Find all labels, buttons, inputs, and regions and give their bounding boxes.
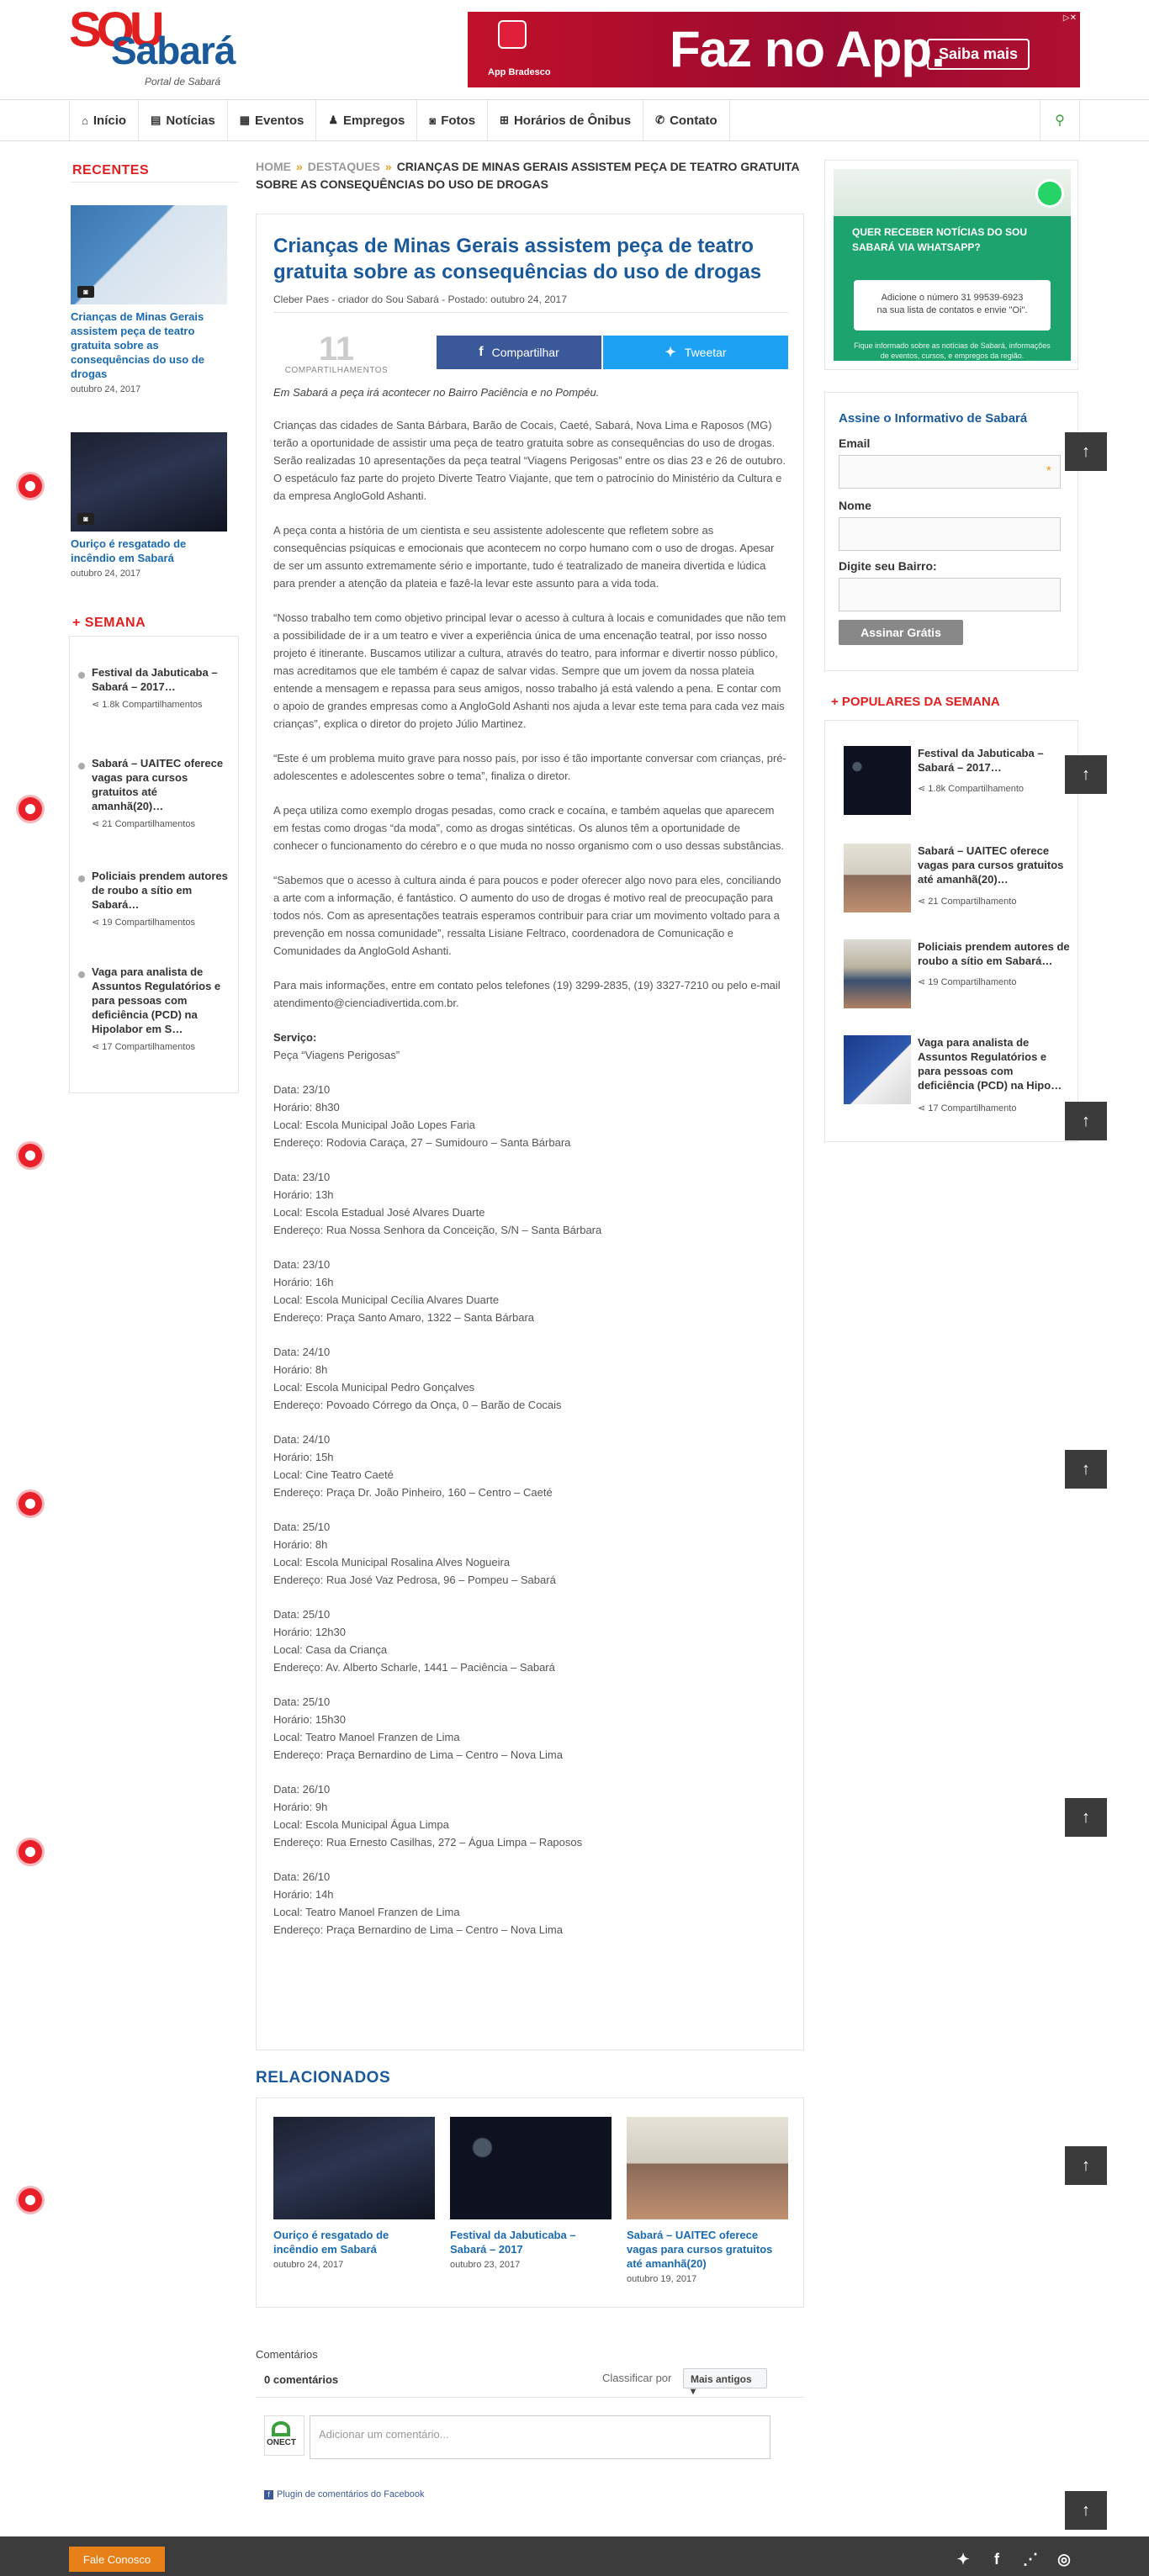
comments-count: 0 comentários — [264, 2373, 339, 2386]
facebook-icon[interactable]: f — [994, 2550, 999, 2568]
scroll-top-button[interactable]: ↑ — [1065, 2146, 1107, 2185]
share-count: ⋖ 17 Compartilhamento — [918, 1103, 1017, 1113]
bullet-icon — [78, 672, 85, 679]
facebook-share-button[interactable]: f Compartilhar — [437, 336, 601, 369]
camera-icon: ◙ — [429, 114, 437, 127]
article-title: Crianças de Minas Gerais assistem peça de teatro gratuita sobre as consequências do uso de drogas — [273, 235, 762, 283]
schedule-entry: Data: 26/10 Horário: 14h Local: Teatro Manoel Franzen de Lima Endereço: Praça Bernardino de Lima – Centro – Nova Lima — [273, 1870, 563, 1936]
email-field[interactable] — [839, 455, 1061, 489]
article-lede: Em Sabará a peça irá acontecer no Bairro Paciência e no Pompéu. — [273, 386, 600, 399]
share-icon: ⋖ — [918, 1103, 929, 1113]
alarm-icon[interactable] — [19, 1840, 42, 1864]
scroll-top-button[interactable]: ↑ — [1065, 1102, 1107, 1140]
related-item[interactable]: Sabará – UAITEC oferece vagas para cursos gratuitos até amanhã(20) outubro 19, 2017 — [627, 2117, 788, 2284]
recent-date: outubro 24, 2017 — [71, 384, 141, 394]
chevron-icon: » — [384, 160, 392, 173]
bairro-label: Digite seu Bairro: — [839, 559, 937, 573]
paragraph: A peça conta a história de um cientista e seu assistente adolescente que refletem sobre as consequências psíquicas e emocionais que acontecem no corpo humano com o uso de drogas. Apesar de ser um assunto extremamente sério e importante, tudo é teatralizado de maneira divertida e lúdica para prender a atenção da plateia e fazê-la levar este assunto para a vida toda. — [273, 524, 775, 590]
share-icon: ⋖ — [92, 700, 103, 710]
logo-sabara[interactable]: Sabará — [111, 29, 236, 72]
paragraph: “Sabemos que o acesso à cultura ainda é para poucos e poder oferecer algo novo para eles, conciliando a arte com a informação, é fantástico. O aumento do uso de drogas é motivo real de preocupação para todos nós. Com as apresentações teatrais esperamos contribuir para criar um movimento voltado para a prevenção em nossa comunidade”, ressalta Lisiane Feltraco, coordenadora de Comunicação e Comunidades da AngloGold Ashanti. — [273, 874, 781, 957]
newsletter-box — [824, 392, 1078, 671]
name-field[interactable] — [839, 517, 1061, 551]
share-icon: ⋖ — [918, 977, 929, 987]
name-label: Nome — [839, 499, 871, 512]
bullet-icon — [78, 763, 85, 770]
schedule-entry: Data: 23/10 Horário: 8h30 Local: Escola Municipal João Lopes Faria Endereço: Rodovia Caraça, 27 – Sumidouro – Santa Bárbara — [273, 1083, 571, 1149]
share-icon: ⋖ — [918, 784, 929, 794]
service-block: Serviço: Peça “Viagens Perigosas” — [273, 1031, 400, 1061]
ad-close-icon[interactable]: ▷✕ — [1062, 13, 1077, 23]
scroll-top-button[interactable]: ↑ — [1065, 1798, 1107, 1837]
avatar-logo-icon — [272, 2421, 290, 2436]
schedule-entry: Data: 24/10 Horário: 8h Local: Escola Municipal Pedro Gonçalves Endereço: Povoado Córrego da Onça, 0 – Barão de Cocais — [273, 1346, 562, 1411]
related-thumbnail[interactable] — [627, 2117, 788, 2219]
nav-contato[interactable]: ✆ Contato — [643, 100, 730, 140]
scroll-top-button[interactable]: ↑ — [1065, 2491, 1107, 2530]
rss-icon[interactable]: ⋰ — [1023, 2550, 1038, 2568]
bus-icon: ⊞ — [500, 114, 509, 126]
whatsapp-card: Adicione o número 31 99539-6923 na sua lista de contatos e envie "Oi". — [854, 280, 1051, 331]
recent-thumbnail[interactable] — [71, 432, 227, 532]
calendar-icon: ▦ — [239, 114, 250, 126]
related-title: RELACIONADOS — [256, 2069, 391, 2087]
twitter-icon: ✦ — [665, 346, 676, 360]
schedule-entry: Data: 25/10 Horário: 12h30 Local: Casa da Criança Endereço: Av. Alberto Scharle, 1441 – Paciência – Sabará — [273, 1608, 555, 1674]
schedule-entry: Data: 23/10 Horário: 13h Local: Escola Estadual José Alvares Duarte Endereço: Rua Nossa Senhora da Conceição, S/N – Santa Bárbara — [273, 1171, 602, 1236]
alarm-icon[interactable] — [19, 1492, 42, 1515]
share-count: ⋖ 21 Compartilhamentos — [92, 819, 195, 829]
nav-inicio[interactable]: ⌂ Início — [69, 100, 139, 140]
popular-title: + POPULARES DA SEMANA — [831, 695, 1000, 709]
ad-banner[interactable] — [468, 12, 1080, 87]
nav-noticias[interactable]: ▤ Notícias — [139, 100, 228, 140]
related-item[interactable]: Festival da Jabuticaba – Sabará – 2017 outubro 23, 2017 — [450, 2117, 612, 2270]
whatsapp-banner-box — [824, 160, 1078, 370]
share-count: ⋖ 1.8k Compartilhamentos — [92, 700, 203, 710]
schedule-entry: Data: 24/10 Horário: 15h Local: Cine Teatro Caeté Endereço: Praça Dr. João Pinheiro, 160 – Centro – Caeté — [273, 1433, 553, 1499]
schedule-entry: Data: 25/10 Horário: 8h Local: Escola Municipal Rosalina Alves Nogueira Endereço: Rua José Vaz Pedrosa, 96 – Pompeu – Sabará — [273, 1521, 556, 1586]
popular-thumbnail[interactable] — [844, 844, 911, 912]
facebook-icon: f — [264, 2490, 273, 2499]
week-item[interactable]: Policiais prendem autores de roubo a sítio em Sabará… ⋖ 19 Compartilhamentos — [92, 870, 228, 928]
recent-thumbnail[interactable] — [71, 205, 227, 304]
ad-headline: Faz no App. — [670, 21, 945, 77]
week-title: + SEMANA — [72, 616, 146, 630]
twitter-share-button[interactable]: ✦ Tweetar — [603, 336, 788, 369]
worker-icon: ♟ — [328, 114, 338, 126]
paragraph: A peça utiliza como exemplo drogas pesadas, como crack e cocaína, e também aquelas que aparecem em festas como drogas “da moda”, como as drogas sintéticas. Os alunos têm a oportunidade de conhecer o funcionamento do cérebro e o que muda no nosso organismo com o uso dessas substâncias. — [273, 804, 785, 852]
article-meta: Cleber Paes - criador do Sou Sabará - Postado: outubro 24, 2017 — [273, 294, 567, 305]
share-count: ⋖ 19 Compartilhamentos — [92, 918, 195, 928]
divider — [256, 2397, 804, 2398]
divider — [273, 312, 788, 313]
required-icon: * — [1046, 464, 1051, 479]
newsletter-title: Assine o Informativo de Sabará — [839, 411, 1028, 426]
instagram-icon[interactable]: ◎ — [1057, 2550, 1071, 2568]
logo-sou[interactable]: SOU — [69, 3, 160, 57]
sort-select[interactable]: Mais antigos ▾ — [683, 2368, 767, 2388]
share-count: ⋖ 17 Compartilhamentos — [92, 1042, 195, 1052]
scroll-top-button[interactable]: ↑ — [1065, 432, 1107, 471]
facebook-plugin-link[interactable]: f Plugin de comentários do Facebook — [264, 2489, 425, 2499]
nav-horarios[interactable]: ⊞ Horários de Ônibus — [488, 100, 643, 140]
share-count: ⋖ 21 Compartilhamento — [918, 897, 1017, 907]
recent-item[interactable] — [71, 205, 227, 394]
recent-date: outubro 24, 2017 — [71, 569, 141, 579]
recent-title-link[interactable]: Ouriço é resgatado de incêndio em Sabará — [71, 537, 187, 564]
paragraph: “Nosso trabalho tem como objetivo principal levar o acesso à cultura à locais e comunidades que não tem a possibilidade de ir a um teatro e viver a experiência única de uma encenação teatral, por isso nosso projeto é itinerante. Buscamos utilizar a cultura, através do teatro, para informar e divertir nosso público, mas acreditamos que ele também é capaz de salvar vidas. Sempre que um jovem da nossa plateia entende a mensagem e repassa para seus amigos, nosso trabalho já está valendo a pena. E contar com o apoio de grandes empresas como a AngloGold Ashanti nos ajuda a levar este tema para cada vez mais crianças”, explica o diretor do projeto Júlio Martinez. — [273, 611, 786, 730]
main-nav — [0, 99, 1149, 141]
breadcrumb-current: CRIANÇAS DE MINAS GERAIS ASSISTEM PEÇA DE TEATRO GRATUITA SOBRE AS CONSEQUÊNCIAS DO USO DE DROGAS — [256, 160, 800, 191]
share-counter: 11 COMPARTILHAMENTOS — [284, 331, 389, 375]
schedule-entry: Data: 25/10 Horário: 15h30 Local: Teatro Manoel Franzen de Lima Endereço: Praça Bernardino de Lima – Centro – Nova Lima — [273, 1695, 563, 1761]
recent-title: RECENTES — [72, 163, 150, 177]
ad-brand: App Bradesco — [488, 67, 551, 77]
share-count: ⋖ 19 Compartilhamento — [918, 977, 1017, 987]
scroll-top-button[interactable]: ↑ — [1065, 1450, 1107, 1489]
whatsapp-banner[interactable] — [834, 169, 1071, 361]
breadcrumb-section[interactable]: DESTAQUES — [307, 160, 380, 173]
week-item[interactable]: Sabará – UAITEC oferece vagas para cursos gratuitos até amanhã(20)… ⋖ 21 Compartilhamentos — [92, 756, 228, 829]
phone-icon: ✆ — [655, 114, 665, 126]
nav-fotos[interactable]: ◙ Fotos — [417, 100, 488, 140]
breadcrumb-home[interactable]: HOME — [256, 160, 291, 173]
popular-thumbnail[interactable] — [844, 746, 911, 815]
popular-thumbnail[interactable] — [844, 939, 911, 1008]
alarm-icon[interactable] — [19, 2188, 42, 2212]
ad-cta-button[interactable]: Saiba mais — [927, 39, 1030, 70]
logo-subtitle: Portal de Sabará — [145, 76, 221, 87]
whatsapp-footer: Fique informado sobre as notícias de Sabará, informações de eventos, cursos, e empregos da região. — [854, 341, 1051, 360]
week-box — [69, 636, 239, 1093]
facebook-icon: f — [479, 345, 484, 359]
chevron-down-icon: ▾ — [691, 2385, 696, 2397]
popular-box: Festival da Jabuticaba – Sabará – 2017… ⋖ 1.8k Compartilhamento Sabará – UAITEC oferece vagas para cursos gratuitos até amanhã(20)… ⋖ 21 Compartilhamento Policiais prendem autores de roubo a sítio em Sabará… ⋖ 19 Compartilhamento Vaga para analista de Assuntos Regulatórios e para pessoas com deficiência (PCD) na Hipo… ⋖ 17 Compartilhamento — [824, 720, 1078, 1142]
breadcrumb — [256, 158, 804, 193]
paragraph: “Este é um problema muito grave para nosso país, por isso é tão importante conversar com crianças, pré-adolescentes e adolescentes sobre o tema”, finaliza o diretor. — [273, 752, 786, 782]
nav-empregos[interactable]: ♟ Empregos — [316, 100, 417, 140]
related-box — [256, 2097, 804, 2308]
share-count: ⋖ 1.8k Compartilhamento — [918, 784, 1025, 794]
twitter-icon[interactable]: ✦ — [956, 2550, 970, 2568]
alarm-icon[interactable] — [19, 1144, 42, 1167]
comment-input[interactable]: Adicionar um comentário... — [310, 2415, 770, 2459]
recent-item[interactable] — [71, 432, 227, 579]
bullet-icon — [78, 875, 85, 882]
scroll-top-button[interactable]: ↑ — [1065, 755, 1107, 794]
email-label: Email — [839, 436, 871, 450]
bradesco-icon — [498, 20, 527, 49]
bullet-icon — [78, 971, 85, 978]
article-body — [273, 416, 788, 1955]
camera-icon: ◙ — [77, 513, 94, 525]
camera-icon: ◙ — [77, 286, 94, 298]
nav-eventos[interactable]: ▦ Eventos — [228, 100, 317, 140]
bairro-field[interactable] — [839, 578, 1061, 611]
home-icon: ⌂ — [82, 114, 88, 127]
related-thumbnail[interactable] — [273, 2117, 435, 2219]
week-item[interactable]: Festival da Jabuticaba – Sabará – 2017… ⋖ 1.8k Compartilhamentos — [92, 665, 228, 710]
paragraph: Para mais informações, entre em contato pelos telefones (19) 3299-2835, (19) 3327-7210 ou pelo e-mail atendimento@cienciadivertida.com.br. — [273, 979, 781, 1009]
related-item[interactable]: Ouriço é resgatado de incêndio em Sabará outubro 24, 2017 — [273, 2117, 435, 2270]
article — [256, 214, 804, 2050]
alarm-icon[interactable] — [19, 474, 42, 498]
share-icon: ⋖ — [92, 1042, 103, 1052]
paragraph: Crianças das cidades de Santa Bárbara, Barão de Cocais, Caeté, Sabará, Nova Lima e Raposos (MG) terão a oportunidade de assistir uma peça de teatro gratuita sobre as consequências do uso de drogas. Serão realizadas 10 apresentações da peça teatral “Viagens Perigosas” entre os dias 23 e 26 de outubro. O espetáculo faz parte do projeto Diverte Teatro Viajante, que tem o patrocínio do Ministério da Cultura e da empresa AngloGold Ashanti. — [273, 419, 786, 502]
newspaper-icon: ▤ — [151, 114, 161, 126]
subscribe-button[interactable]: Assinar Grátis — [839, 620, 963, 645]
week-item[interactable]: Vaga para analista de Assuntos Regulatórios e para pessoas com deficiência (PCD) na Hipolabor em S… ⋖ 17 Compartilhamentos — [92, 965, 228, 1052]
footer — [0, 2536, 1149, 2576]
share-icon: ⋖ — [92, 918, 103, 928]
comments-label: Comentários — [256, 2348, 318, 2361]
search-icon[interactable]: ⚲ — [1040, 100, 1080, 140]
avatar: ONECT — [264, 2415, 304, 2456]
schedule-entry: Data: 23/10 Horário: 16h Local: Escola Municipal Cecília Alvares Duarte Endereço: Praça Santo Amaro, 1322 – Santa Bárbara — [273, 1258, 535, 1324]
sort-label: Classificar por — [602, 2372, 672, 2384]
alarm-icon[interactable] — [19, 797, 42, 821]
whatsapp-icon — [1035, 179, 1064, 208]
share-icon: ⋖ — [918, 897, 929, 907]
contact-button[interactable]: Fale Conosco — [69, 2547, 165, 2572]
popular-thumbnail[interactable] — [844, 1035, 911, 1104]
chevron-icon: » — [296, 160, 303, 173]
recent-title-link[interactable]: Crianças de Minas Gerais assistem peça de teatro gratuita sobre as consequências do uso de drogas — [71, 310, 204, 380]
related-thumbnail[interactable] — [450, 2117, 612, 2219]
share-icon: ⋖ — [92, 819, 103, 829]
whatsapp-heading: QUER RECEBER NOTÍCIAS DO SOU SABARÁ VIA WHATSAPP? — [852, 226, 1028, 253]
schedule-entry: Data: 26/10 Horário: 9h Local: Escola Municipal Água Limpa Endereço: Rua Ernesto Casilhas, 272 – Água Limpa – Raposos — [273, 1783, 583, 1849]
